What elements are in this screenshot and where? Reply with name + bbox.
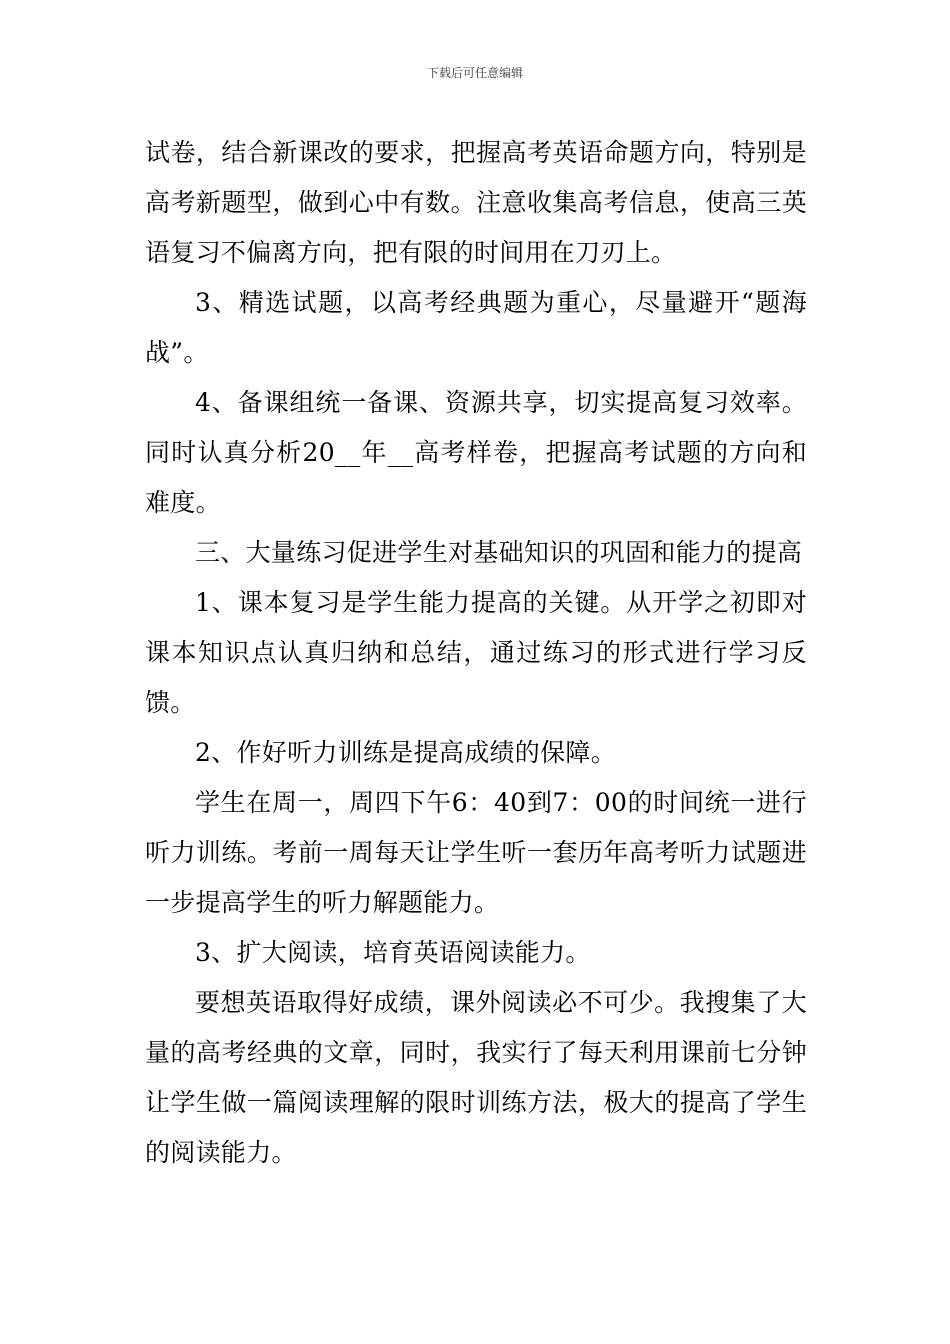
page-header-note: 下载后可任意编辑 [426,66,523,80]
document-body [145,128,807,1178]
paragraph-8: 3、扩大阅读，培育英语阅读能力。 [195,938,591,967]
paragraph-3: 4、备课组统一备课、资源共享，切实提高复习效率。同时认真分析20__年__高考样卷，把握高考试题的方向和难度。 [145,388,807,517]
paragraph-6: 2、作好听力训练是提高成绩的保障。 [195,738,617,767]
section-heading: 三、大量练习促进学生对基础知识的巩固和能力的提高 [195,538,803,567]
paragraph-1: 试卷，结合新课改的要求，把握高考英语命题方向，特别是高考新题型，做到心中有数。注意收集高考信息，使高三英语复习不偏离方向，把有限的时间用在刀刃上。 [145,138,807,267]
paragraph-2: 3、精选试题，以高考经典题为重心，尽量避开“题海战”。 [145,288,807,367]
paragraph-7: 学生在周一，周四下午6：40到7：00的时间统一进行听力训练。考前一周每天让学生听一套历年高考听力试题进一步提高学生的听力解题能力。 [145,788,807,917]
paragraph-5: 1、课本复习是学生能力提高的关键。从开学之初即对课本知识点认真归纳和总结，通过练习的形式进行学习反馈。 [145,588,807,717]
paragraph-9: 要想英语取得好成绩，课外阅读必不可少。我搜集了大量的高考经典的文章，同时，我实行了每天利用课前七分钟让学生做一篇阅读理解的限时训练方法，极大的提高了学生的阅读能力。 [145,988,807,1167]
